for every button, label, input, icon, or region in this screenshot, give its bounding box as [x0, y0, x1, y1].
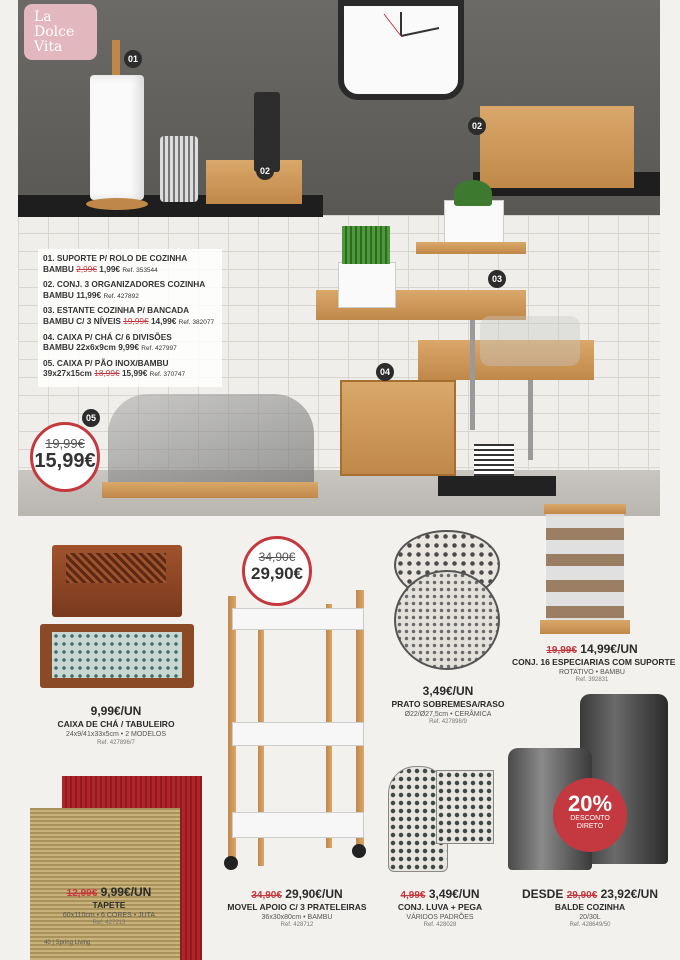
spice-new-price: 14,99€/UN	[580, 642, 638, 656]
spice-price	[522, 642, 662, 656]
bread-box	[108, 394, 314, 496]
bin-price	[510, 887, 670, 901]
page-footer: 40 | Spring Living	[44, 940, 91, 946]
legend-old-price: 2,99€	[76, 263, 97, 274]
legend-item-05	[43, 358, 217, 381]
rug-desc: 60x110cm • 6 CORES • JUTA	[62, 912, 156, 919]
spice-name: CONJ. 16 ESPECIARIAS COM SUPORTE	[512, 657, 676, 667]
shelf-board-top	[232, 608, 364, 630]
hero-scene	[18, 0, 660, 516]
bin-old-price: 29,90€	[566, 890, 598, 901]
badge-new-price: 15,99€	[34, 450, 96, 472]
tea-box-desc: 24x9/41x33x5cm • 2 MODELOS	[65, 731, 167, 738]
rug-name: TAPETE	[92, 900, 126, 910]
glove-ref: Ref. 428028	[423, 922, 457, 928]
rug-ref: Ref. 427213	[92, 920, 126, 926]
shelf-name: MOVEL APOIO C/ 3 PRATELEIRAS	[227, 902, 367, 912]
shelf-old-price: 34,90€	[251, 890, 282, 901]
legend-title: 02. CONJ. 3 ORGANIZADORES COZINHA	[43, 279, 206, 290]
organizer-box-large	[480, 106, 634, 188]
tea-box-lid-pattern	[66, 553, 166, 583]
legend-item-03	[43, 305, 217, 328]
logo-line-2: Dolce	[34, 24, 75, 40]
discount-label-2: DIRETO	[576, 823, 604, 830]
herb-leaves	[342, 226, 390, 264]
spice-rack-top	[544, 504, 626, 514]
legend-ref: Ref. 370747	[149, 371, 186, 379]
rug-new-price: 9,99€/UN	[100, 885, 152, 899]
legend-item-01	[43, 253, 217, 276]
legend-detail: BAMBU	[43, 289, 74, 300]
plates-price: 3,49€/UN	[422, 684, 474, 698]
product-legend	[38, 249, 222, 387]
legend-ref: Ref. 427997	[141, 345, 177, 353]
legend-price: 14,99€	[150, 315, 177, 326]
glove-new-price: 3,49€/UN	[428, 887, 480, 901]
wall-clock	[338, 0, 464, 100]
bread-box-price-badge	[30, 422, 100, 492]
legend-detail: BAMBU	[43, 263, 74, 274]
badge-old-price: 19,99€	[45, 436, 85, 451]
bin-desc: 20/30L	[579, 914, 601, 921]
plates-name: PRATO SOBREMESA/RASO	[391, 699, 505, 709]
bin-name: BALDE COZINHA	[554, 902, 626, 912]
badge-new-price: 29,90€	[251, 564, 303, 583]
tea-tray	[438, 476, 556, 496]
legend-old-price: 19,99€	[123, 315, 149, 326]
bin-ref: Ref. 428649/50	[569, 922, 611, 928]
legend-title: 03. ESTANTE COZINHA P/ BANCADA	[43, 305, 190, 316]
bin-new-price: 23,92€/UN	[600, 887, 658, 901]
plate-large	[394, 570, 500, 670]
plates-ref: Ref. 427898/9	[429, 719, 467, 725]
item-number-05: 05	[82, 409, 100, 427]
shelf-desc: 36x30x80cm • BAMBU	[261, 914, 333, 921]
legend-price: 1,99€	[99, 263, 121, 274]
item-number-01: 01	[124, 50, 142, 68]
shelf-wheel	[224, 856, 238, 870]
legend-title: 05. CAIXA P/ PÃO INOX/BAMBU	[43, 357, 169, 368]
legend-detail: BAMBU C/ 3 NÍVEIS	[43, 315, 121, 326]
legend-title: 01. SUPORTE P/ ROLO DE COZINHA	[43, 253, 188, 263]
shelf-board-mid	[232, 722, 364, 746]
rug-old-price: 12,99€	[66, 888, 98, 899]
bin-price-prefix: DESDE	[522, 887, 564, 901]
shelf-price-badge	[242, 536, 312, 606]
brand-logo	[24, 4, 97, 60]
legend-title: 04. CAIXA P/ CHÁ C/ 6 DIVISÕES	[43, 331, 172, 342]
plant-leaves	[454, 180, 492, 206]
legend-ref: Ref. 427892	[103, 292, 139, 300]
pot-holder	[436, 770, 494, 844]
legend-price: 15,99€	[121, 368, 148, 379]
discount-label-1: DESCONTO	[570, 815, 610, 822]
spice-old-price: 19,99€	[546, 645, 577, 656]
badge-old-price: 34,90€	[258, 550, 296, 564]
item-number-02: 02	[256, 162, 274, 180]
shelf-leg	[528, 380, 533, 460]
legend-ref: Ref. 353544	[122, 266, 158, 274]
legend-detail: BAMBU 22x6x9cm	[43, 342, 116, 353]
rug-price	[34, 885, 184, 899]
glass-jars	[480, 316, 580, 366]
tea-box-hero	[340, 380, 456, 476]
plates-desc: Ø22/Ø27,5cm • CERÂMICA	[404, 711, 492, 718]
item-number-02b: 02	[468, 117, 486, 135]
discount-badge	[553, 778, 627, 852]
glove-price	[378, 887, 502, 901]
item-number-03: 03	[488, 270, 506, 288]
legend-item-02	[43, 279, 217, 302]
bread-box-base	[102, 482, 318, 498]
legend-price: 9,99€	[118, 342, 139, 353]
discount-percent: 20%	[567, 791, 613, 816]
rug-jute	[30, 808, 180, 960]
tea-box-name: CAIXA DE CHÁ / TABULEIRO	[57, 719, 175, 729]
legend-item-04	[43, 332, 217, 355]
item-number-04: 04	[376, 363, 394, 381]
legend-ref: Ref. 382077	[178, 318, 215, 326]
utensil-pot	[160, 136, 198, 202]
legend-detail: 39x27x15cm	[43, 368, 92, 379]
shelf-board-bottom	[232, 812, 364, 838]
logo-line-1: La	[34, 9, 52, 25]
shelf-new-price: 29,90€/UN	[285, 887, 343, 901]
shelf-ref: Ref. 428712	[280, 922, 314, 928]
pepper-grinders	[254, 92, 280, 172]
spice-rack-base	[540, 620, 630, 634]
legend-old-price: 18,99€	[94, 368, 120, 379]
tea-box-ref: Ref. 427896/7	[97, 740, 135, 746]
tray-pattern	[52, 632, 182, 678]
spice-jars	[546, 514, 624, 620]
spice-desc: ROTATIVO • BAMBU	[559, 669, 625, 676]
shelf-wheel	[352, 844, 366, 858]
legend-price: 11,99€	[76, 289, 102, 300]
spice-ref: Ref. 392831	[575, 677, 609, 683]
glove-desc: VÁRIDOS PADRÕES	[406, 914, 474, 921]
bamboo-shelf-top	[416, 242, 526, 254]
shelf-price	[212, 887, 382, 901]
shelf-leg	[470, 320, 475, 430]
herb-pot	[338, 262, 396, 308]
logo-line-3: Vita	[34, 39, 63, 55]
glove-name: CONJ. LUVA + PEGA	[397, 902, 483, 912]
glove-old-price: 4,99€	[400, 890, 426, 901]
tea-box-price: 9,99€/UN	[90, 704, 142, 718]
